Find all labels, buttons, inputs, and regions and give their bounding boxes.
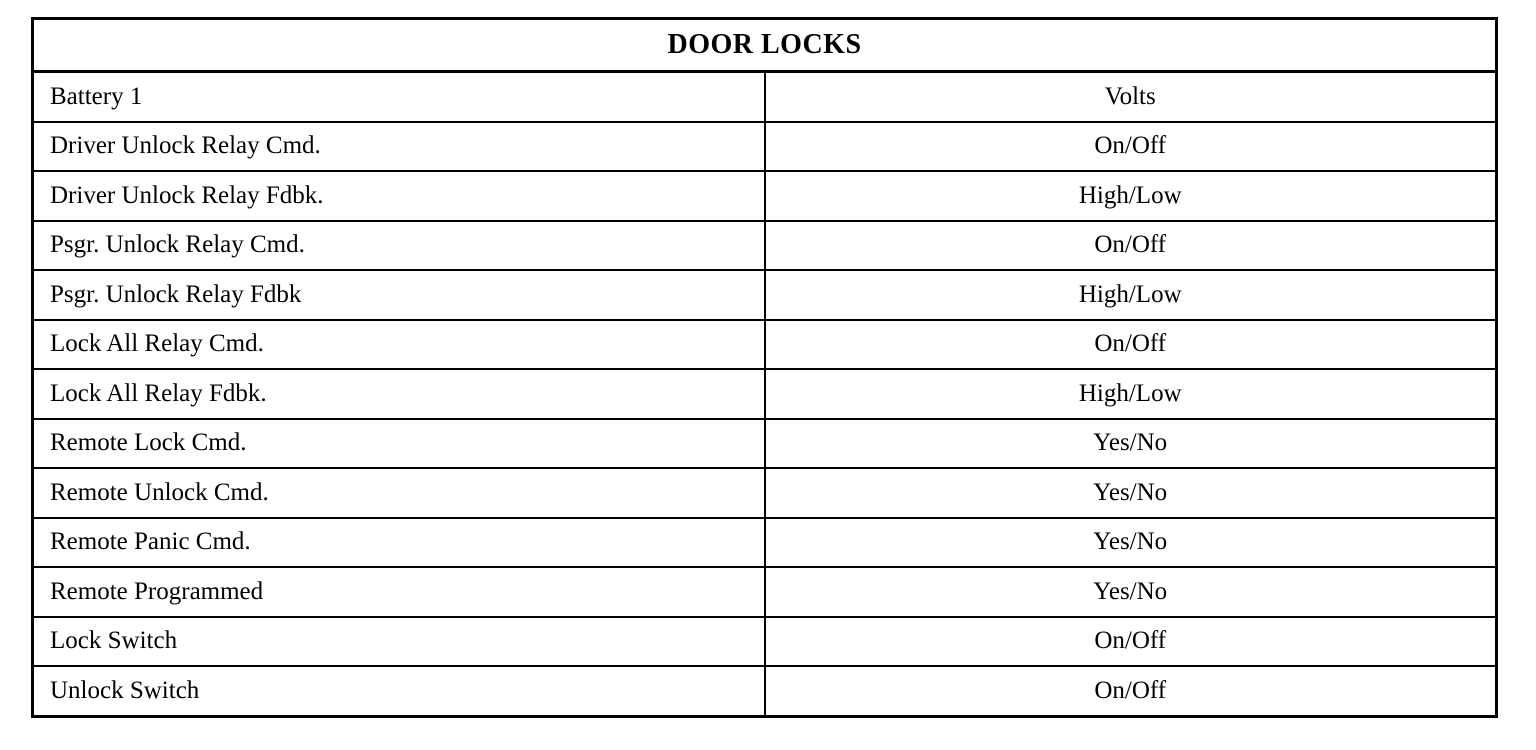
parameter-name: Remote Panic Cmd. [33, 518, 765, 568]
parameter-units: On/Off [765, 122, 1497, 172]
table-row [33, 320, 1497, 370]
parameter-units: Yes/No [765, 567, 1497, 617]
parameter-name: Unlock Switch [33, 666, 765, 716]
table-row [33, 468, 1497, 518]
table-row [33, 270, 1497, 320]
door-locks-table-container [31, 17, 1498, 718]
parameter-name: Psgr. Unlock Relay Fdbk [33, 270, 765, 320]
parameter-name: Remote Programmed [33, 567, 765, 617]
parameter-name: Remote Lock Cmd. [33, 419, 765, 469]
parameter-name: Driver Unlock Relay Cmd. [33, 122, 765, 172]
table-row [33, 171, 1497, 221]
parameter-units: Volts [765, 72, 1497, 122]
parameter-name: Lock All Relay Fdbk. [33, 369, 765, 419]
table-row [33, 666, 1497, 716]
table-header [33, 19, 1497, 72]
table-title: DOOR LOCKS [33, 19, 1497, 72]
parameter-units: High/Low [765, 171, 1497, 221]
parameter-name: Driver Unlock Relay Fdbk. [33, 171, 765, 221]
table-row [33, 122, 1497, 172]
parameter-name: Remote Unlock Cmd. [33, 468, 765, 518]
parameter-units: Yes/No [765, 518, 1497, 568]
table-row [33, 369, 1497, 419]
table-row [33, 617, 1497, 667]
table-row [33, 419, 1497, 469]
table-row [33, 72, 1497, 122]
parameter-units: High/Low [765, 369, 1497, 419]
table-body [33, 72, 1497, 717]
parameter-units: On/Off [765, 320, 1497, 370]
table-row [33, 221, 1497, 271]
parameter-units: On/Off [765, 617, 1497, 667]
table-row [33, 567, 1497, 617]
door-locks-table [31, 17, 1498, 718]
parameter-name: Psgr. Unlock Relay Cmd. [33, 221, 765, 271]
parameter-units: Yes/No [765, 468, 1497, 518]
parameter-units: On/Off [765, 221, 1497, 271]
parameter-name: Lock All Relay Cmd. [33, 320, 765, 370]
parameter-name: Battery 1 [33, 72, 765, 122]
parameter-units: Yes/No [765, 419, 1497, 469]
table-row [33, 518, 1497, 568]
parameter-units: On/Off [765, 666, 1497, 716]
parameter-name: Lock Switch [33, 617, 765, 667]
parameter-units: High/Low [765, 270, 1497, 320]
title-row [33, 19, 1497, 72]
